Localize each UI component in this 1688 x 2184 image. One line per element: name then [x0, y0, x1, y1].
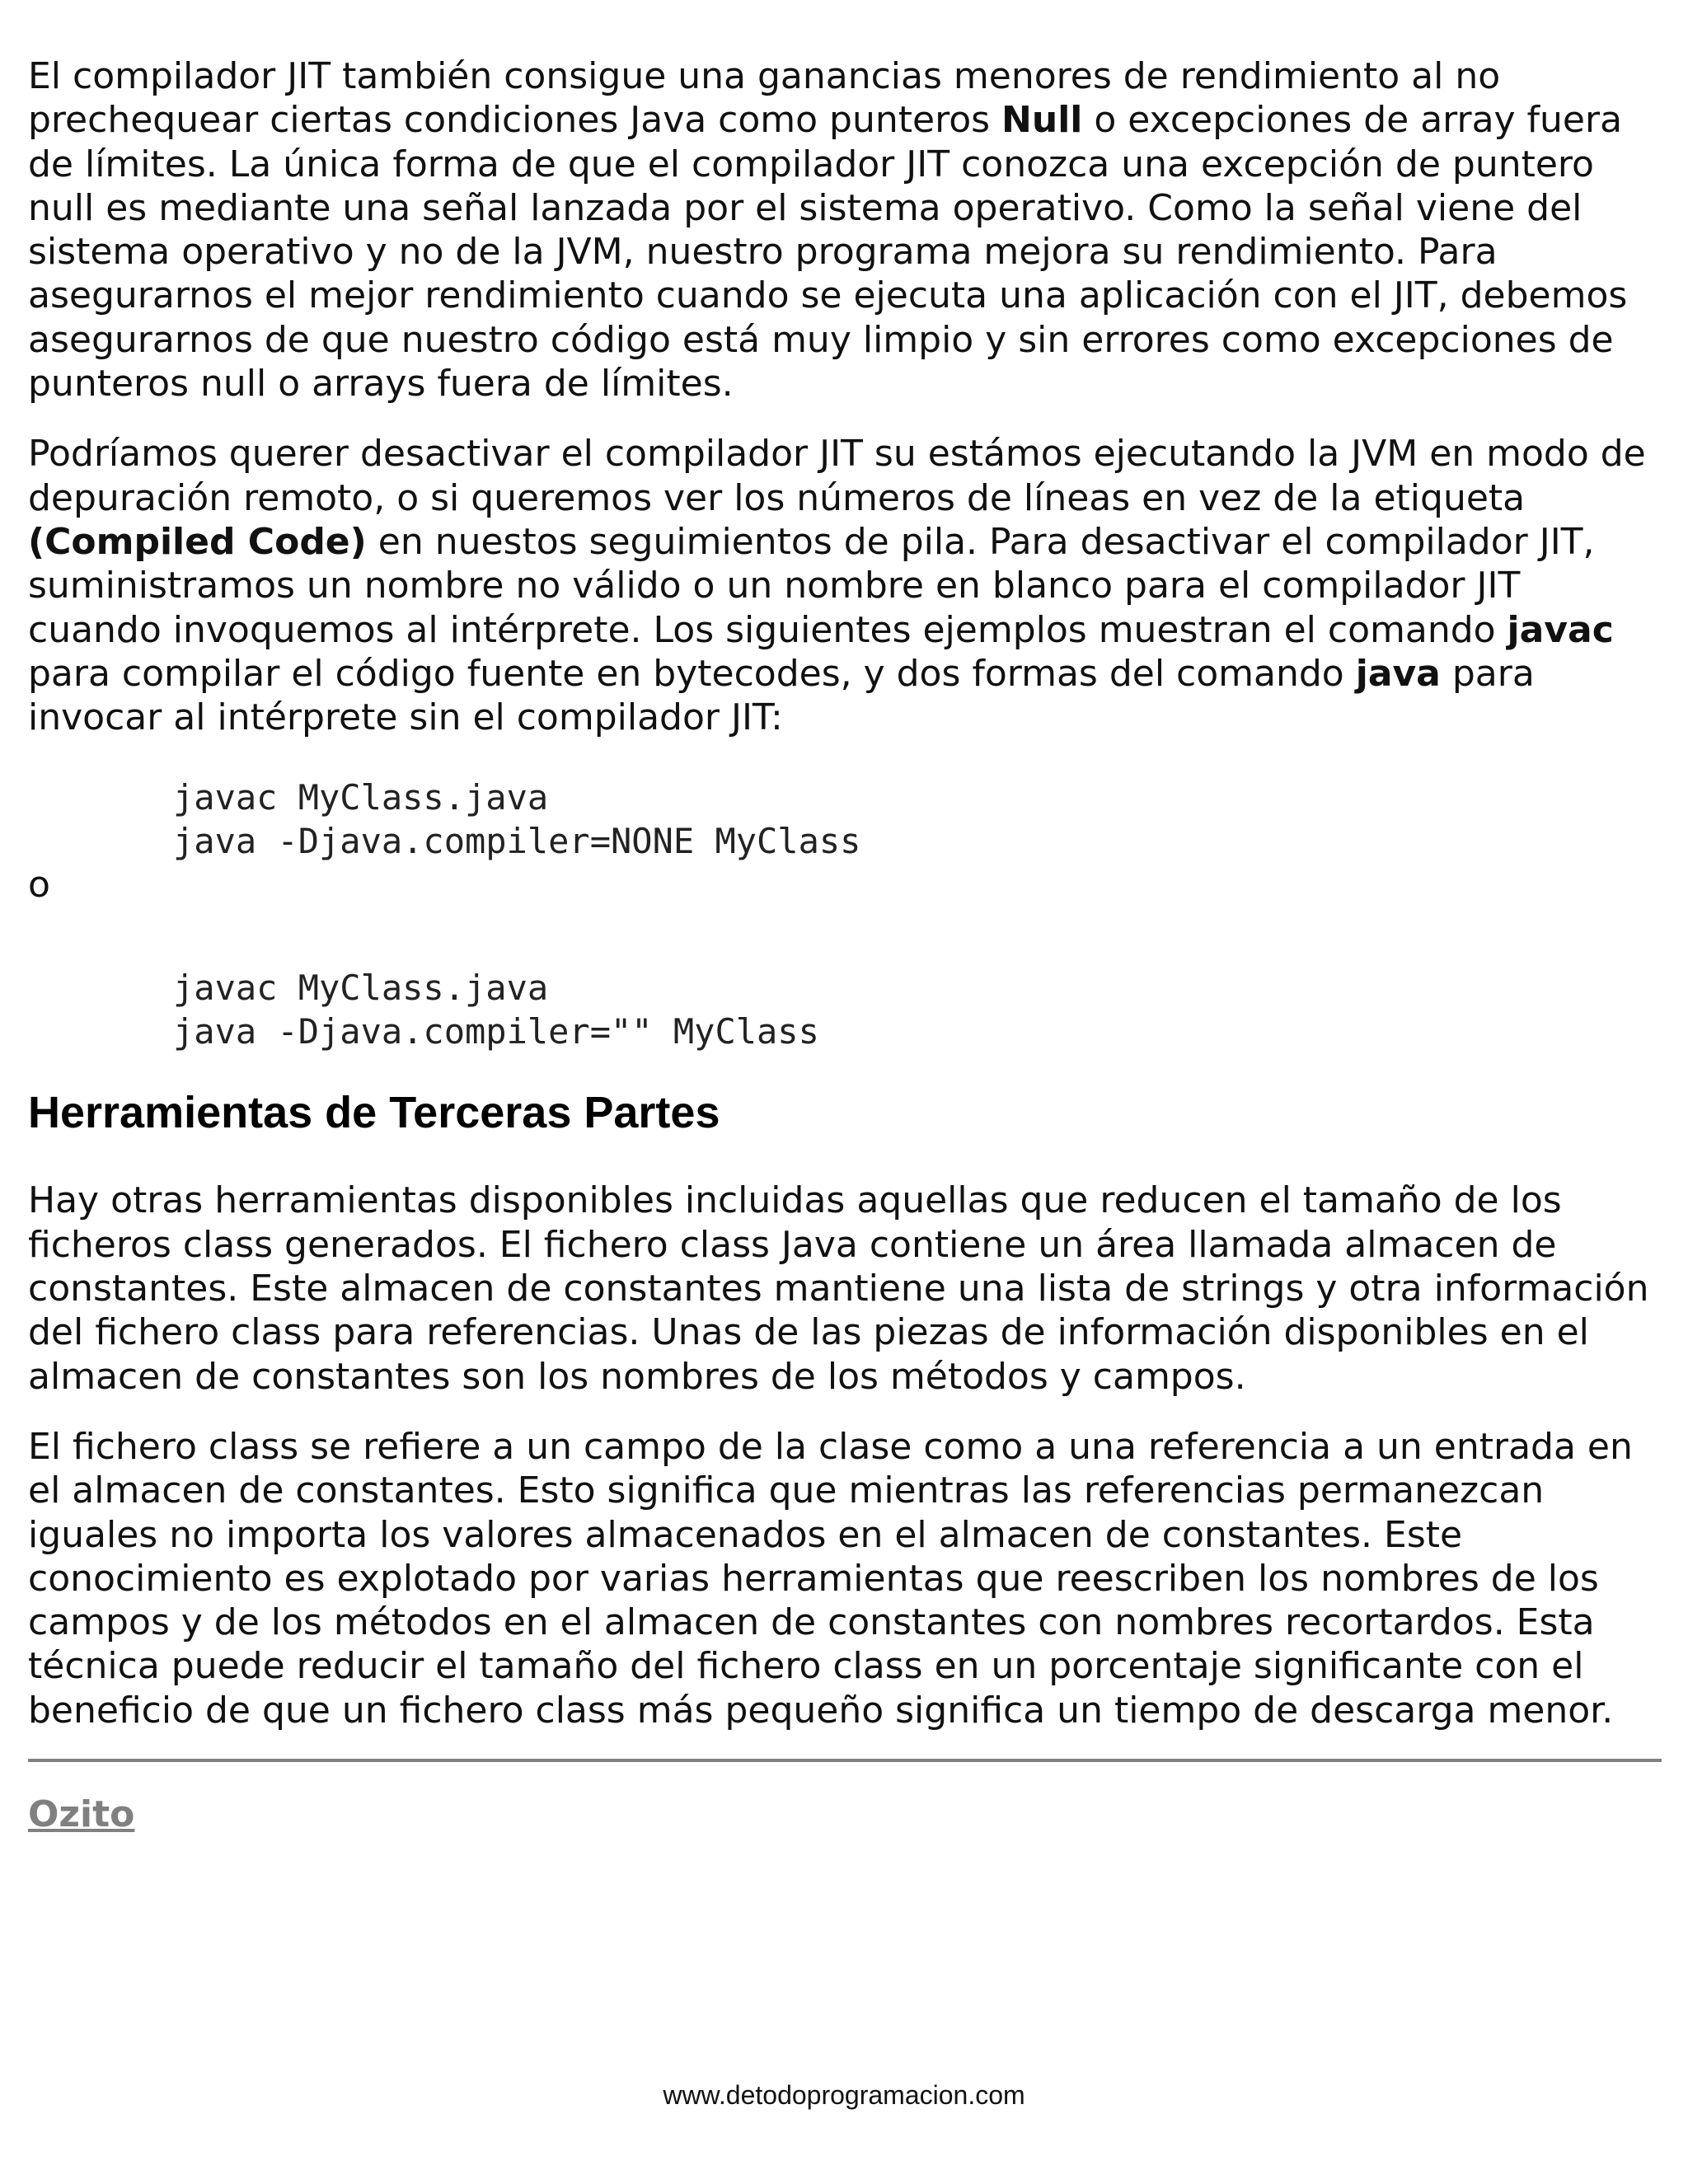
section-heading: Herramientas de Terceras Partes — [28, 1088, 720, 1138]
paragraph-text: o excepciones de array fuera de límites. La única forma de que el compilador JIT conozca una excepción de puntero null es mediante una señal lanzada por el sistema operativo. Como la señal viene del sistema operativo y no de la JVM, nuestro programa mejora su rendimiento. Para asegurarnos el mejor rendimiento cuando se ejecuta una aplicación con el JIT, debemos asegurarnos de que nuestro código está muy limpio y sin errores como excepciones de punteros null o arrays fuera de límites. — [28, 99, 1628, 405]
bold-term-null: Null — [1001, 99, 1083, 142]
code-line: javac MyClass.java — [173, 777, 549, 818]
bold-term-java: java — [1355, 652, 1441, 695]
bold-term-compiled-code: (Compiled Code) — [28, 520, 367, 563]
code-example-blank — [173, 966, 1663, 1053]
horizontal-divider — [28, 1759, 1662, 1762]
site-watermark: www.detodoprogramacion.com — [663, 2080, 1025, 2110]
code-line: javac MyClass.java — [173, 968, 549, 1009]
code-line: java -Djava.compiler=NONE MyClass — [173, 821, 861, 862]
paragraph-disable-jit — [28, 432, 1663, 739]
ozito-link[interactable]: Ozito — [28, 1793, 135, 1836]
or-separator: o — [28, 864, 50, 907]
code-example-none — [173, 776, 1663, 863]
document-page — [28, 54, 1663, 1835]
paragraph-other-tools: Hay otras herramientas disponibles incluidas aquellas que reducen el tamaño de los ficheros class generados. El fichero class Java contiene un área llamada almacen de constantes. Este almacen de constantes mantiene una lista de strings y otra información del fichero class para referencias. Unas de las piezas de información disponibles en el almacen de constantes son los nombres de los métodos y campos. — [28, 1179, 1649, 1398]
paragraph-text: para invocar al intérprete sin el compilador JIT: — [28, 652, 1535, 739]
bold-term-javac: javac — [1507, 608, 1614, 651]
paragraph-jit-gains — [28, 54, 1663, 405]
paragraph-text: para compilar el código fuente en bytecodes, y dos formas del comando — [28, 652, 1356, 695]
paragraph-text: El compilador JIT también consigue una ganancias menores de rendimiento al no prechequear ciertas condiciones Java como punteros — [28, 55, 1501, 142]
paragraph-text: Podríamos querer desactivar el compilador JIT su estámos ejecutando la JVM en modo de depuración remoto, o si queremos ver los números de líneas en vez de la etiqueta — [28, 433, 1646, 519]
paragraph-constant-pool: El fichero class se refiere a un campo de la clase como a una referencia a un entrada en el almacen de constantes. Esto significa que mientras las referencias permanezcan iguales no importa los valores almacenados en el almacen de constantes. Este conocimiento es explotado por varias herramientas que reescriben los nombres de los campos y de los métodos en el almacen de constantes con nombres recortardos. Esta técnica puede reducir el tamaño del fichero class en un porcentaje significante con el beneficio de que un fichero class más pequeño significa un tiempo de descarga menor. — [28, 1425, 1633, 1732]
code-line: java -Djava.compiler="" MyClass — [173, 1011, 819, 1052]
paragraph-text: en nuestos seguimientos de pila. Para desactivar el compilador JIT, suministramos un nombre no válido o un nombre en blanco para el compilador JIT cuando invoquemos al intérprete. Los siguientes ejemplos muestran el comando — [28, 520, 1595, 651]
